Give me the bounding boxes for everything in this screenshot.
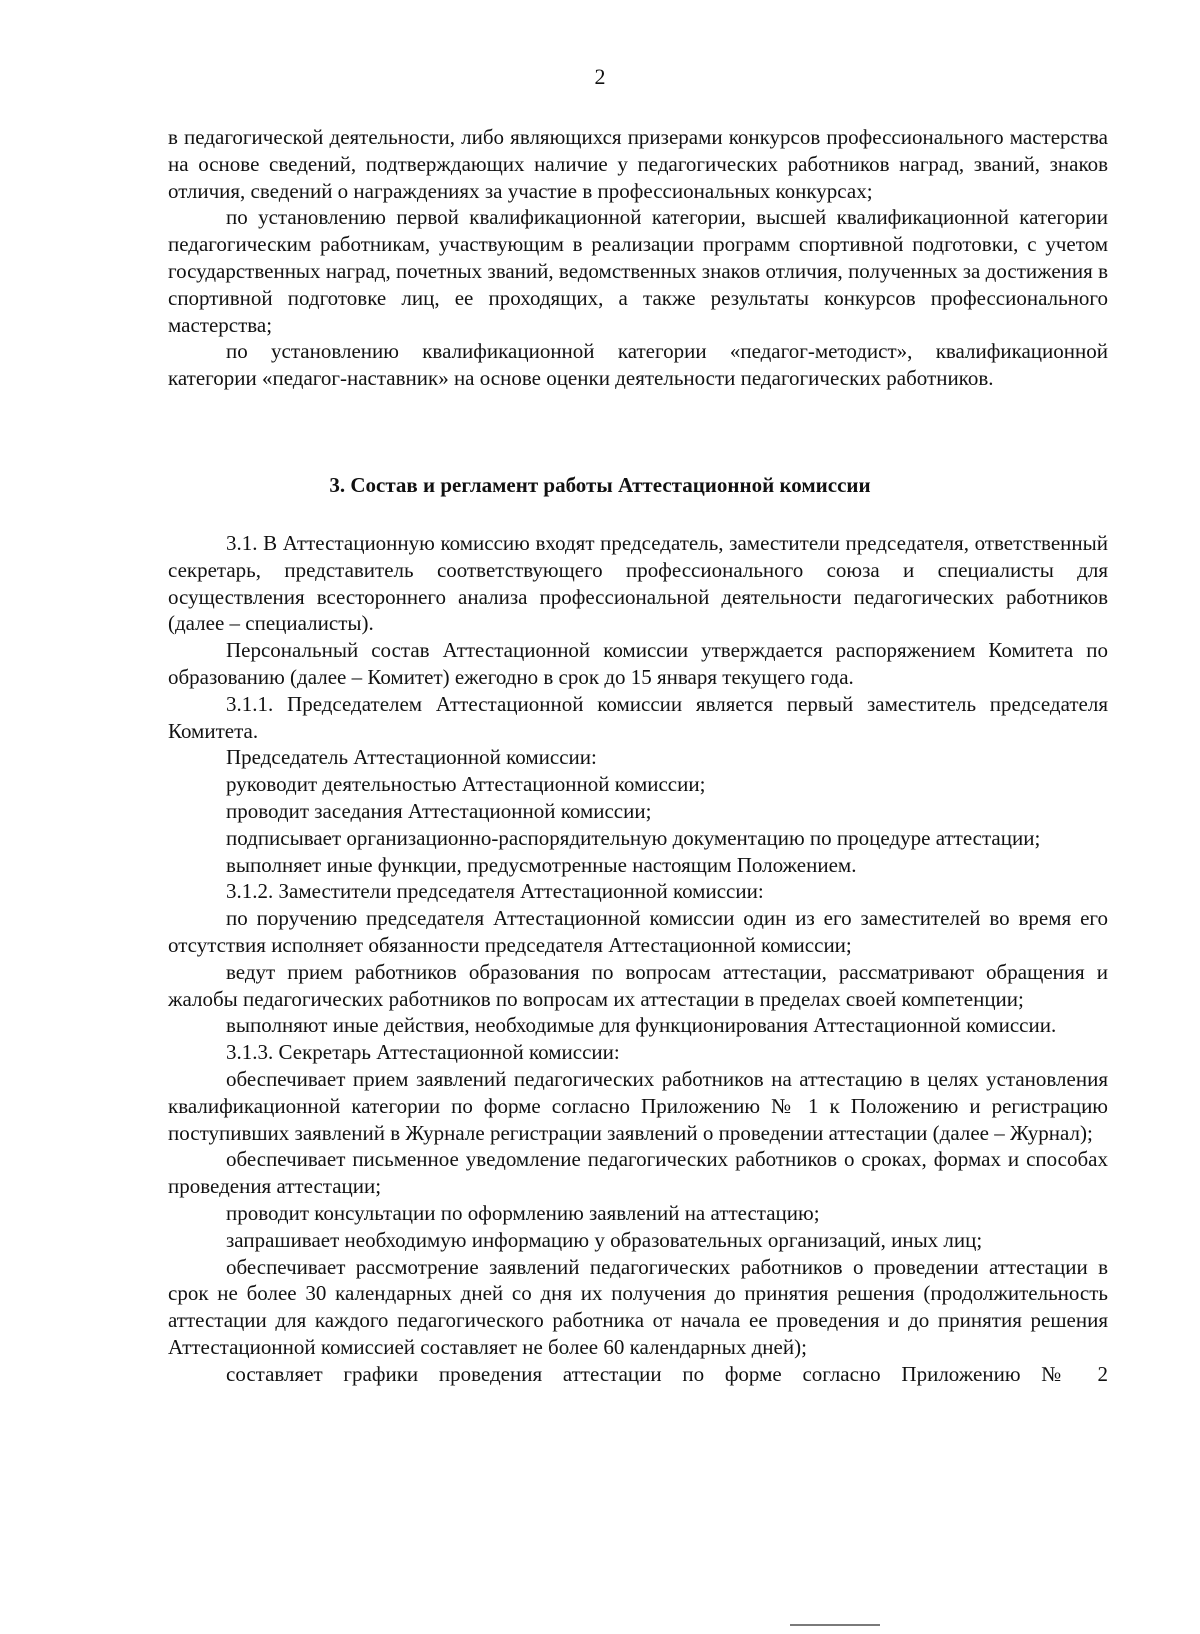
paragraph: проводит консультации по оформлению заявлений на аттестацию;: [226, 1200, 820, 1225]
section-b-text: [168, 530, 1108, 1388]
paragraph: выполняют иные действия, необходимые для функционирования Аттестационной комиссии.: [226, 1013, 1057, 1038]
paragraph: выполняет иные функции, предусмотренные настоящим Положением.: [226, 852, 857, 877]
section-heading: 3. Состав и регламент работы Аттестационной комиссии: [329, 473, 871, 497]
scan-artifact-line: [790, 1624, 880, 1626]
paragraph: Председатель Аттестационной комиссии:: [226, 745, 597, 770]
paragraph: проводит заседания Аттестационной комиссии;: [226, 798, 652, 823]
paragraph: по установлению квалификационной категории «педагог-методист», квалификационной категории «педагог-наставник» на основе оценки деятельности педагогических работников.: [168, 339, 1108, 391]
paragraph: по установлению первой квалификационной категории, высшей квалификационной категории педагогическим работникам, участвующим в реализации программ спортивной подготовки, с учетом государственных наград, почетных званий, ведомственных знаков отличия, полученных за достижения в спортивной подготовке лиц, ее проходящих, а также результаты конкурсов профессионального мастерства;: [168, 205, 1108, 337]
paragraph: 3.1.3. Секретарь Аттестационной комиссии:: [226, 1040, 620, 1065]
paragraph: запрашивает необходимую информацию у образовательных организаций, иных лиц;: [226, 1227, 983, 1252]
paragraph: ведут прием работников образования по вопросам аттестации, рассматривают обращения и жалобы педагогических работников по вопросам их аттестации в пределах своей компетенции;: [168, 959, 1108, 1011]
paragraph: руководит деятельностью Аттестационной комиссии;: [226, 772, 706, 797]
paragraph: составляет графики проведения аттестации по форме согласно Приложению № 2: [226, 1361, 1108, 1386]
paragraph: 3.1. В Аттестационную комиссию входят председатель, заместители председателя, ответственный секретарь, представитель соответствующего профессионального союза и специалисты для осуществления всестороннего анализа профессиональной деятельности педагогических работников (далее – специалисты).: [168, 531, 1108, 636]
paragraph: обеспечивает прием заявлений педагогических работников на аттестацию в целях установления квалификационной категории по форме согласно Приложению № 1 к Положению и регистрацию поступивших заявлений в Журнале регистрации заявлений о проведении аттестации (далее – Журнал);: [168, 1066, 1108, 1145]
paragraph: по поручению председателя Аттестационной комиссии один из его заместителей во время его отсутствия исполняет обязанности председателя Аттестационной комиссии;: [168, 906, 1108, 957]
paragraph: обеспечивает рассмотрение заявлений педагогических работников о проведении аттестации в срок не более 30 календарных дней со дня их получения до принятия решения (продолжительность аттестации для каждого педагогического работника от начала ее проведения и до принятия решения Аттестационной комиссией составляет не более 60 календарных дней);: [168, 1254, 1108, 1359]
paragraph: в педагогической деятельности, либо являющихся призерами конкурсов профессионального мастерства на основе сведений, подтверждающих наличие у педагогических работников наград, званий, знаков отличия, сведений о награждениях за участие в профессиональных конкурсах;: [168, 125, 1108, 203]
paragraph: 3.1.1. Председателем Аттестационной комиссии является первый заместитель председателя Комитета.: [168, 691, 1108, 743]
paragraph: 3.1.2. Заместители председателя Аттестационной комиссии:: [226, 879, 764, 904]
paragraph: подписывает организационно-распорядительную документацию по процедуре аттестации;: [226, 825, 1041, 850]
section-a-text: [168, 124, 1108, 392]
paragraph: Персональный состав Аттестационной комиссии утверждается распоряжением Комитета по образованию (далее – Комитет) ежегодно в срок до 15 января текущего года.: [168, 638, 1108, 689]
page-number: 2: [594, 64, 606, 89]
paragraph: обеспечивает письменное уведомление педагогических работников о сроках, формах и способах проведения аттестации;: [168, 1147, 1108, 1199]
